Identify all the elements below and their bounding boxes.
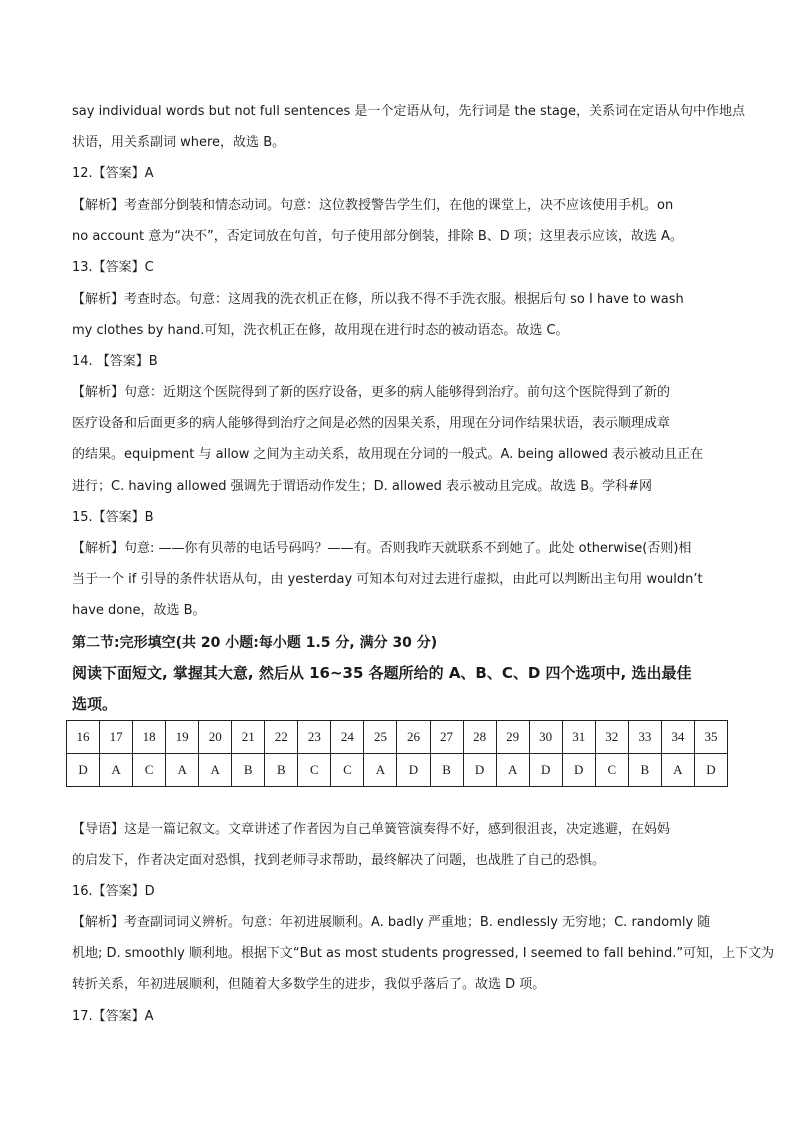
answer-cell: D: [397, 754, 430, 787]
answer-table: [66, 720, 728, 787]
answer-cell: D: [529, 754, 562, 787]
text-line: 状语，用关系副词 where，故选 B。: [72, 135, 286, 150]
question-number-cell: 30: [529, 721, 562, 754]
text-line: have done，故选 B。: [72, 603, 206, 618]
answer-cell: B: [430, 754, 463, 787]
text-line: 15.【答案】B: [72, 510, 154, 525]
text-line: my clothes by hand.可知，洗衣机正在修，故用现在进行时态的被动语态。故选 C。: [72, 323, 569, 338]
question-number-cell: 19: [166, 721, 199, 754]
answer-cell: D: [463, 754, 496, 787]
question-number-cell: 34: [661, 721, 694, 754]
text-line: 【解析】考查时态。句意：这周我的洗衣机正在修，所以我不得不手洗衣服。根据后句 so I have to wash: [72, 292, 684, 307]
question-number-cell: 22: [265, 721, 298, 754]
answer-cell: B: [628, 754, 661, 787]
answer-cell: D: [562, 754, 595, 787]
answer-cell: A: [166, 754, 199, 787]
answer-cell: D: [694, 754, 727, 787]
text-line: 机地; D. smoothly 顺利地。根据下文“But as most students progressed, I seemed to fall behind.”可知，上下文为: [72, 946, 775, 961]
text-line: say individual words but not full sentences 是一个定语从句，先行词是 the stage，关系词在定语从句中作地点: [72, 104, 746, 119]
text-line: 医疗设备和后面更多的病人能够得到治疗之间是必然的因果关系，用现在分词作结果状语，表示顺理成章: [72, 416, 671, 431]
section-title: 第二节:完形填空(共 20 小题:每小题 1.5 分, 满分 30 分): [72, 635, 438, 651]
answer-cell: D: [67, 754, 100, 787]
question-number-cell: 26: [397, 721, 430, 754]
text-line: 【解析】句意：近期这个医院得到了新的医疗设备，更多的病人能够得到治疗。前句这个医院得到了新的: [72, 385, 671, 400]
question-number-cell: 23: [298, 721, 331, 754]
answer-cell: B: [265, 754, 298, 787]
answer-cell: A: [661, 754, 694, 787]
text-line: 【导语】这是一篇记叙文。文章讲述了作者因为自己单簧管演奏得不好，感到很沮丧，决定逃避，在妈妈: [72, 822, 671, 837]
question-number-cell: 33: [628, 721, 661, 754]
text-line: 的结果。equipment 与 allow 之间为主动关系，故用现在分词的一般式。A. being allowed 表示被动且正在: [72, 447, 704, 462]
question-number-cell: 28: [463, 721, 496, 754]
answer-cell: A: [364, 754, 397, 787]
section-instruction: 阅读下面短文, 掌握其大意, 然后从 16~35 各题所给的 A、B、C、D 四个选项中, 选出最佳: [72, 664, 692, 682]
text-line: 转折关系，年初进展顺利，但随着大多数学生的进步，我似乎落后了。故选 D 项。: [72, 977, 546, 992]
section-instruction-cont: 选项。: [72, 695, 118, 713]
question-number-row: [67, 721, 728, 754]
question-number-cell: 20: [199, 721, 232, 754]
question-number-cell: 35: [694, 721, 727, 754]
question-number-cell: 24: [331, 721, 364, 754]
text-line: 16.【答案】D: [72, 884, 155, 899]
text-line: 14. 【答案】B: [72, 354, 158, 369]
text-line: 13.【答案】C: [72, 260, 154, 275]
text-line: 12.【答案】A: [72, 166, 154, 181]
question-number-cell: 16: [67, 721, 100, 754]
question-number-cell: 25: [364, 721, 397, 754]
answer-cell: C: [331, 754, 364, 787]
answer-cell: C: [298, 754, 331, 787]
answer-cell: A: [496, 754, 529, 787]
text-line: 进行；C. having allowed 强调先于谓语动作发生；D. allowed 表示被动且完成。故选 B。学科#网: [72, 479, 653, 494]
answer-cell: C: [595, 754, 628, 787]
question-number-cell: 27: [430, 721, 463, 754]
text-line: 17.【答案】A: [72, 1009, 154, 1024]
question-number-cell: 21: [232, 721, 265, 754]
text-line: 的启发下，作者决定面对恐惧，找到老师寻求帮助，最终解决了问题，也战胜了自己的恐惧。: [72, 853, 606, 868]
question-number-cell: 17: [100, 721, 133, 754]
question-number-cell: 29: [496, 721, 529, 754]
question-number-cell: 18: [133, 721, 166, 754]
text-line: 【解析】句意: ——你有贝蒂的电话号码吗？——有。否则我昨天就联系不到她了。此处 otherwise(否则)相: [72, 541, 692, 556]
question-number-cell: 32: [595, 721, 628, 754]
answer-cell: B: [232, 754, 265, 787]
text-line: 当于一个 if 引导的条件状语从句，由 yesterday 可知本句对过去进行虚拟，由此可以判断出主句用 wouldn’t: [72, 572, 703, 587]
text-line: 【解析】考查副词词义辨析。句意：年初进展顺利。A. badly 严重地；B. endlessly 无穷地；C. randomly 随: [72, 915, 711, 930]
answer-cell: A: [100, 754, 133, 787]
text-line: no account 意为“决不”，否定词放在句首，句子使用部分倒装，排除 B、D 项；这里表示应该，故选 A。: [72, 229, 683, 244]
answer-row: [67, 754, 728, 787]
answer-cell: A: [199, 754, 232, 787]
answer-cell: C: [133, 754, 166, 787]
text-line: 【解析】考查部分倒装和情态动词。句意：这位教授警告学生们，在他的课堂上，决不应该使用手机。on: [72, 198, 674, 213]
question-number-cell: 31: [562, 721, 595, 754]
